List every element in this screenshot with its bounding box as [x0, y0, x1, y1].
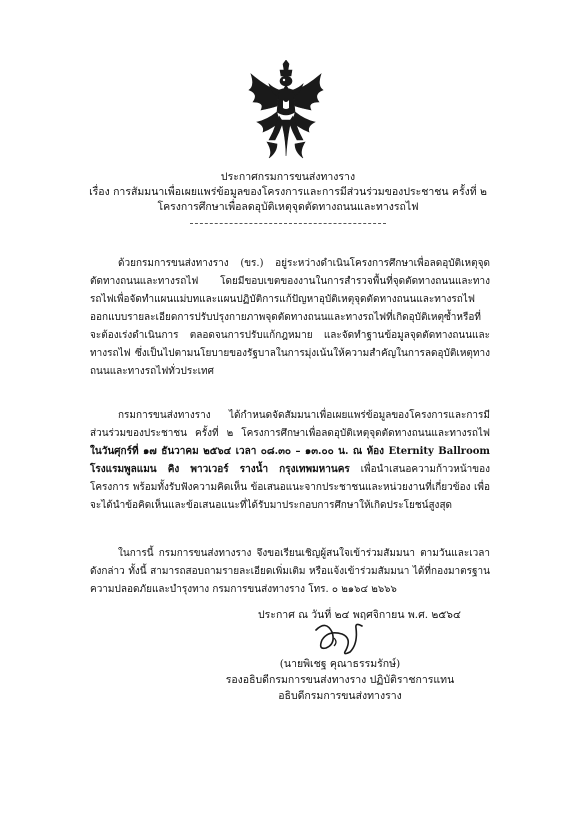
project-name: โครงการศึกษาเพื่อลดอุบัติเหตุจุดตัดทางถนนและทางรถไฟ — [157, 201, 419, 213]
paragraph-2-purpose: เพื่อนำเสนอความก้าวหน้าของโครงการ พร้อมทั้งรับฟังความคิดเห็น ข้อเสนอแนะจากประชาชนและหน่วยงานที่เกี่ยวข้อง เพื่อจะได้นำข้อคิดเห็นและข้อเสนอแนะที่ได้รับมาประกอบการศึกษาให้เกิดประโยชน์สูงสุด — [90, 464, 490, 511]
handwritten-signature — [312, 618, 372, 658]
announcement-subject: เรื่อง การสัมมนาเพื่อเผยแพร่ข้อมูลของโครงการและการมีส่วนร่วมของประชาชน ครั้งที่ ๒ — [89, 186, 487, 198]
signatory-name: (นายพิเชฐ คุณาธรรมรักษ์) — [279, 658, 401, 670]
body-paragraph-2 — [90, 407, 490, 515]
signatory-department: อธิบดีกรมการขนส่งทางราง — [278, 690, 402, 702]
signatory-position: รองอธิบดีกรมการขนส่งทางราง ปฏิบัติราชการแทน — [225, 674, 455, 686]
announcement-date: ประกาศ ณ วันที่ ๒๔ พฤศจิกายน พ.ศ. ๒๕๖๔ — [258, 609, 461, 621]
garuda-emblem-icon — [243, 60, 329, 160]
body-paragraph-3: ในการนี้ กรมการขนส่งทางราง จึงขอเรียนเชิญผู้สนใจเข้าร่วมสัมมนา ตามวันและเวลาดังกล่าว ทั้งนี้ สามารถสอบถามรายละเอียดเพิ่มเติม หรือแจ้งเข้าร่วมสัมมนา ได้ที่กองมาตรฐานความปลอดภัยและบำรุงทาง กรมการขนส่งทางราง โทร. ๐ ๒๑๖๔ ๒๖๖๖ — [90, 548, 490, 595]
body-paragraph-1: ด้วยกรมการขนส่งทางราง (ขร.) อยู่ระหว่างดำเนินโครงการศึกษาเพื่อลดอุบัติเหตุจุดตัดทางถนนและทางรถไฟ โดยมีขอบเขตของงานในการสำรวจพื้นที่จุดตัดทางถนนและทางรถไฟเพื่อจัดทำแผนแม่บทและแผนปฏิบัติการแก้ปัญหาอุบัติเหตุจุดตัดทางถนนและทางรถไฟ ออกแบบรายละเอียดการปรับปรุงกายภาพจุดตัดทางถนนและทางรถไฟที่เกิดอุบัติเหตุซ้ำหรือที่จะต้องเร่งดำเนินการ ตลอดจนการปรับแก้กฎหมาย และจัดทำฐานข้อมูลจุดตัดทางถนนและทางรถไฟ ซึ่งเป็นไปตามนโยบายของรัฐบาลในการมุ่งเน้นให้ความสำคัญในการลดอุบัติเหตุทางถนนและทางรถไฟทั่วประเทศ — [90, 258, 490, 377]
header-divider — [190, 223, 386, 224]
event-date-venue: ในวันศุกร์ที่ ๑๗ ธันวาคม ๒๕๖๔ เวลา ๐๘.๓๐ – ๑๓.๐๐ น. ณ ห้อง Eternity Ballroom โรงแรมพูลแมน คิง พาวเวอร์ รางน้ำ กรุงเทพมหานคร — [90, 446, 490, 475]
paragraph-2-intro: กรมการขนส่งทางราง ได้กำหนดจัดสัมมนาเพื่อเผยแพร่ข้อมูลของโครงการและการมีส่วนร่วมของประชาชน ครั้งที่ ๒ โครงการศึกษาเพื่อลดอุบัติเหตุจุดตัดทางถนนและทางรถไฟ — [90, 410, 490, 439]
announcement-title: ประกาศกรมการขนส่งทางราง — [220, 171, 356, 183]
